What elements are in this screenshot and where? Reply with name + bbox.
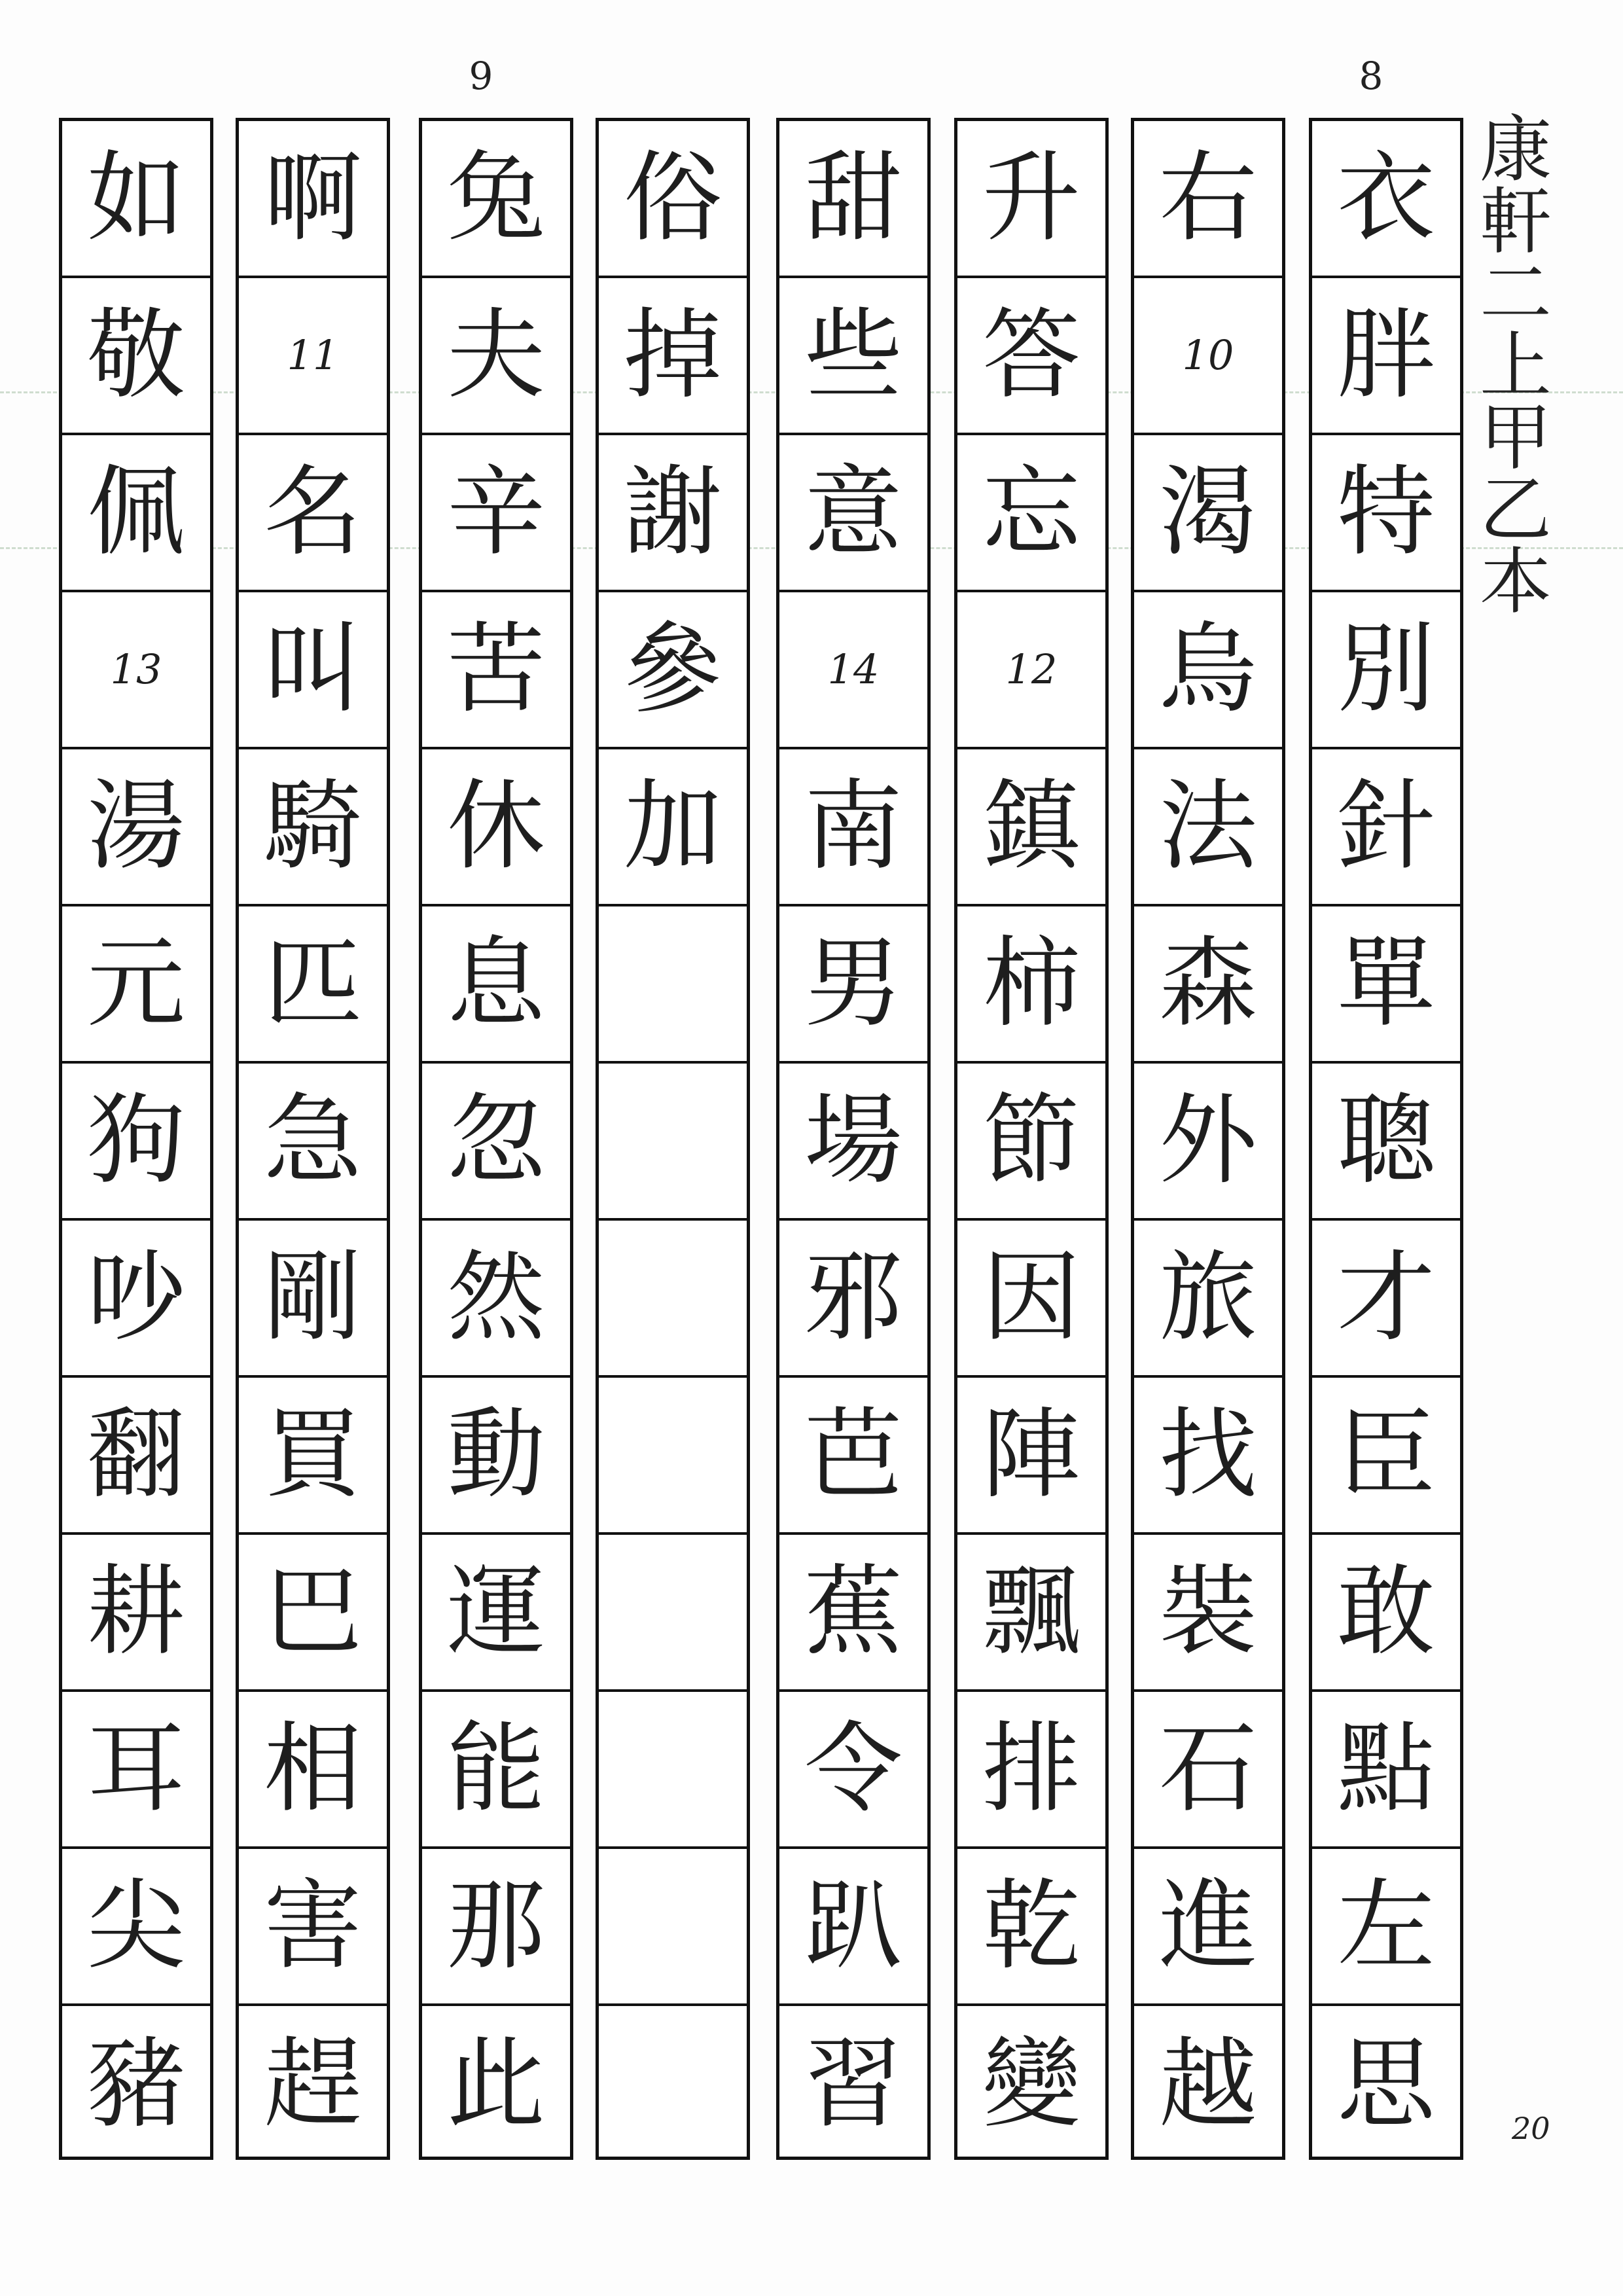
character-cell: 14 (779, 592, 927, 749)
character-column (1309, 118, 1463, 2160)
character-cell: 右 (1134, 121, 1282, 278)
character-cell: 能 (422, 1692, 570, 1849)
character-cell: 耕 (62, 1535, 210, 1692)
character-cell: 飄 (957, 1535, 1105, 1692)
character-cell: 習 (804, 2028, 902, 2142)
character-cell: 別 (1312, 592, 1460, 749)
character-cell: 男 (779, 906, 927, 1064)
character-cell: 10 (1134, 278, 1282, 435)
character-cell: 如 (62, 121, 210, 278)
character-cell: 此 (446, 2028, 545, 2142)
character-cell: 蕉 (779, 1535, 927, 1692)
character-cell: 答 (957, 278, 1105, 435)
character-cell: 兔 (422, 121, 570, 278)
character-cell: 忘 (957, 435, 1105, 592)
character-cell: 衣 (1312, 121, 1460, 278)
character-cell: 找 (1134, 1378, 1282, 1535)
character-cell (599, 2006, 747, 2163)
character-cell (599, 1535, 747, 1692)
character-cell: 邪 (779, 1221, 927, 1378)
character-cell: 害 (239, 1849, 387, 2006)
character-cell: 動 (422, 1378, 570, 1535)
character-cell: 越 (1158, 2028, 1257, 2142)
character-cell: 然 (422, 1221, 570, 1378)
character-cell: 那 (422, 1849, 570, 2006)
character-cell: 12 (957, 592, 1105, 749)
character-cell: 排 (957, 1692, 1105, 1849)
character-cell (599, 1849, 747, 2006)
character-cell: 相 (239, 1692, 387, 1849)
character-cell: 乾 (957, 1849, 1105, 2006)
character-cell: 元 (62, 906, 210, 1064)
character-cell: 趕 (263, 2028, 362, 2142)
character-column (596, 118, 750, 2160)
character-cell (599, 1378, 747, 1535)
character-cell: 才 (1312, 1221, 1460, 1378)
character-cell: 聰 (1312, 1064, 1460, 1221)
character-cell: 趴 (779, 1849, 927, 2006)
character-cell: 森 (1134, 906, 1282, 1064)
character-cell: 渴 (1134, 435, 1282, 592)
character-column (59, 118, 213, 2160)
character-cell: 法 (1134, 749, 1282, 906)
character-column (1131, 118, 1285, 2160)
character-cell: 南 (779, 749, 927, 906)
column-mark: 8 (1359, 54, 1383, 98)
character-cell: 因 (957, 1221, 1105, 1378)
character-cell (599, 1221, 747, 1378)
character-cell (599, 1064, 747, 1221)
character-cell: 特 (1312, 435, 1460, 592)
character-cell: 忽 (422, 1064, 570, 1221)
character-cell: 鎮 (957, 749, 1105, 906)
character-cell: 點 (1312, 1692, 1460, 1849)
character-cell (599, 1692, 747, 1849)
character-cell: 運 (422, 1535, 570, 1692)
character-cell: 石 (1134, 1692, 1282, 1849)
character-cell: 啊 (239, 121, 387, 278)
character-cell: 思 (1336, 2028, 1435, 2142)
character-cell: 敢 (1312, 1535, 1460, 1692)
character-cell: 升 (957, 121, 1105, 278)
character-cell: 湯 (62, 749, 210, 906)
character-cell: 俗 (599, 121, 747, 278)
character-cell: 胖 (1312, 278, 1460, 435)
character-cell: 巴 (239, 1535, 387, 1692)
character-cell: 夫 (422, 278, 570, 435)
character-cell: 加 (599, 749, 747, 906)
character-cell: 令 (779, 1692, 927, 1849)
character-cell: 辛 (422, 435, 570, 592)
page-number: 20 (1512, 2111, 1550, 2146)
character-cell: 陣 (957, 1378, 1105, 1535)
character-cell: 柿 (957, 906, 1105, 1064)
character-cell: 匹 (239, 906, 387, 1064)
character-cell: 名 (239, 435, 387, 592)
character-cell: 場 (779, 1064, 927, 1221)
character-column (236, 118, 390, 2160)
character-column (954, 118, 1109, 2160)
character-cell: 尖 (62, 1849, 210, 2006)
character-cell: 裝 (1134, 1535, 1282, 1692)
character-cell: 11 (239, 278, 387, 435)
character-column (419, 118, 573, 2160)
column-mark: 9 (469, 54, 493, 98)
character-cell: 耳 (62, 1692, 210, 1849)
character-cell: 休 (422, 749, 570, 906)
character-cell: 急 (239, 1064, 387, 1221)
character-cell: 臣 (1312, 1378, 1460, 1535)
character-cell: 參 (599, 592, 747, 749)
character-cell: 狗 (62, 1064, 210, 1221)
page-title: 康軒二上甲乙本 (1468, 111, 1552, 615)
character-cell: 變 (982, 2028, 1080, 2142)
character-cell: 騎 (239, 749, 387, 906)
character-cell: 外 (1134, 1064, 1282, 1221)
character-cell: 左 (1312, 1849, 1460, 2006)
character-cell: 敬 (62, 278, 210, 435)
character-cell: 13 (62, 592, 210, 749)
character-cell: 豬 (86, 2028, 185, 2142)
character-cell: 進 (1134, 1849, 1282, 2006)
character-cell: 佩 (62, 435, 210, 592)
character-cell: 吵 (62, 1221, 210, 1378)
character-cell: 烏 (1134, 592, 1282, 749)
character-column (776, 118, 931, 2160)
character-cell: 剛 (239, 1221, 387, 1378)
character-cell (599, 906, 747, 1064)
character-cell: 苦 (422, 592, 570, 749)
character-cell: 芭 (779, 1378, 927, 1535)
character-cell: 謝 (599, 435, 747, 592)
character-cell: 息 (422, 906, 570, 1064)
character-cell: 意 (779, 435, 927, 592)
character-cell: 些 (779, 278, 927, 435)
character-cell: 節 (957, 1064, 1105, 1221)
character-cell: 旅 (1134, 1221, 1282, 1378)
character-cell: 針 (1312, 749, 1460, 906)
character-cell: 單 (1312, 906, 1460, 1064)
character-cell: 叫 (239, 592, 387, 749)
character-cell: 翻 (62, 1378, 210, 1535)
character-cell: 買 (239, 1378, 387, 1535)
character-cell: 掉 (599, 278, 747, 435)
character-cell: 甜 (779, 121, 927, 278)
